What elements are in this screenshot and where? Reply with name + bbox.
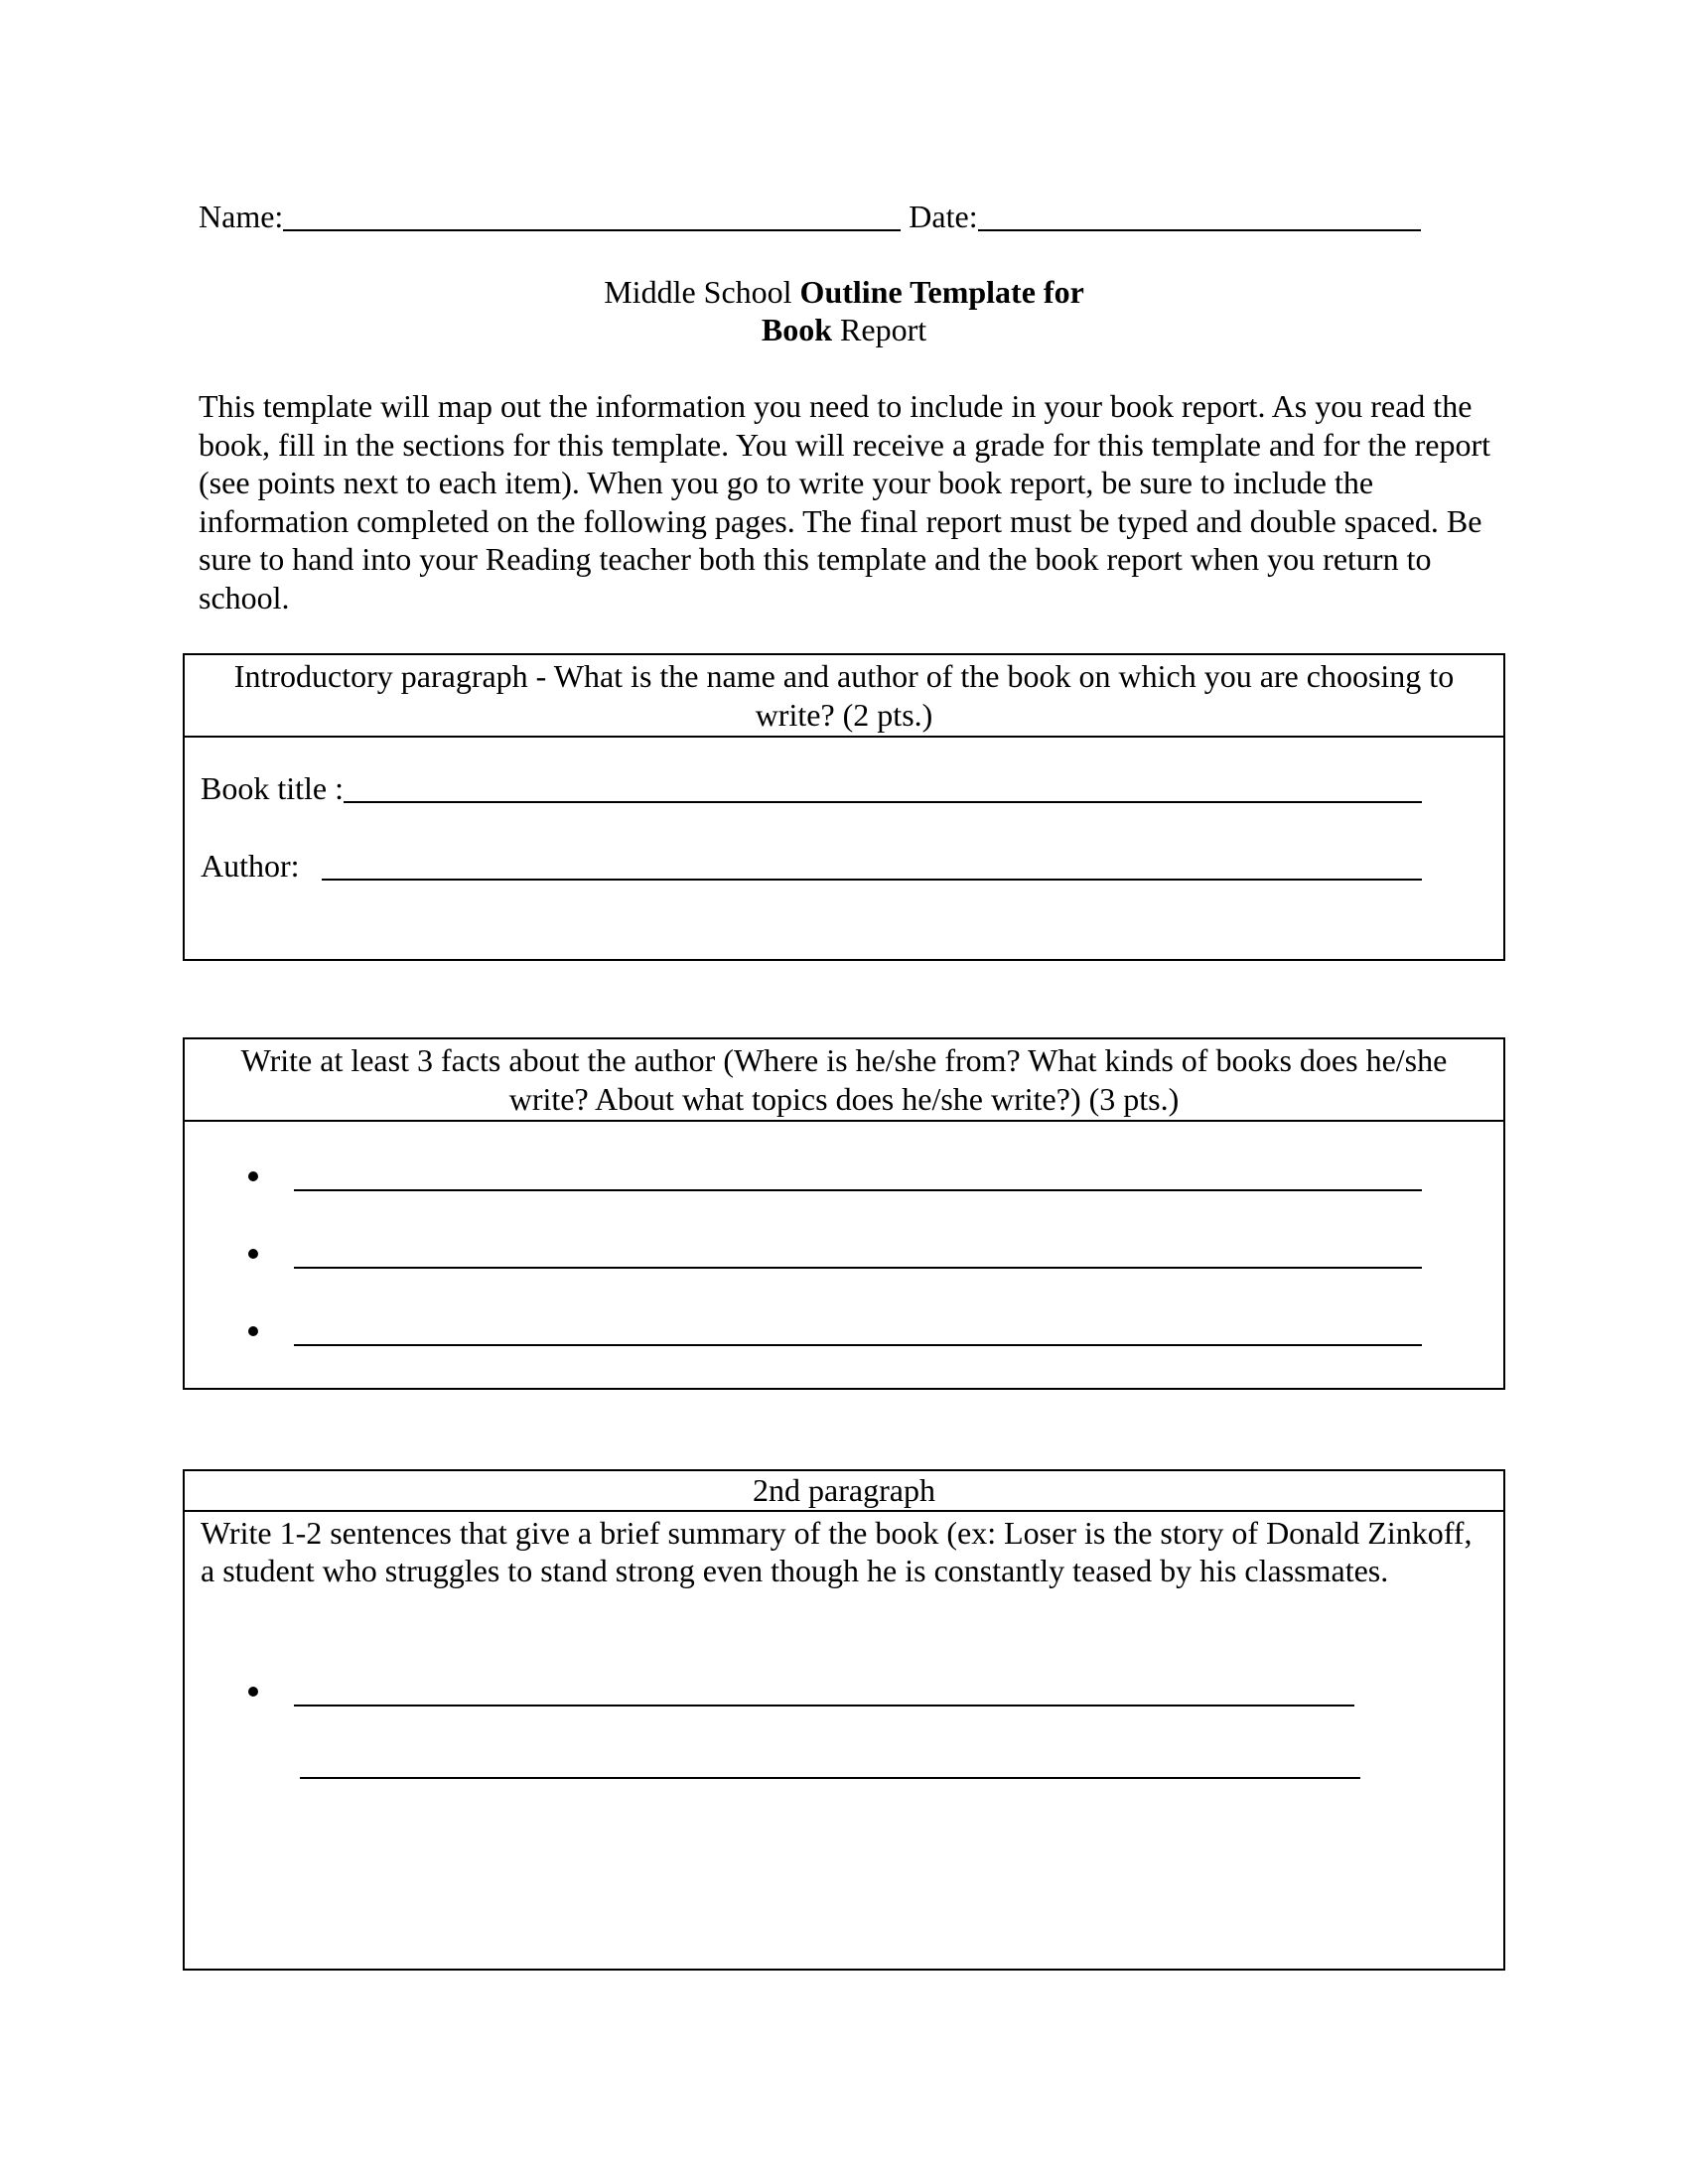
book-title-field[interactable]	[344, 771, 1422, 803]
book-title-row	[201, 768, 1422, 808]
title-line-1: Middle School Outline Template for	[604, 274, 1084, 310]
author-field[interactable]	[322, 849, 1422, 881]
page-title	[0, 273, 1688, 348]
author-fact-item	[248, 1234, 1422, 1274]
author-fact-item	[248, 1311, 1422, 1351]
bullet-icon	[248, 1171, 258, 1181]
author-facts-box	[183, 1037, 1505, 1390]
author-fact-field-3[interactable]	[294, 1314, 1422, 1346]
name-date-line	[199, 197, 1489, 236]
author-facts-heading: Write at least 3 facts about the author (Where is he/she from? What kinds of books does he/she write? About what topics does he/she write?) (3 pts.)	[185, 1039, 1503, 1122]
author-label: Author:	[201, 848, 300, 884]
summary-prompt: Write 1-2 sentences that give a brief summary of the book (ex: Loser is the story of Donald Zinkoff, a student who struggles to stand strong even though he is constantly teased by his classmates.	[201, 1514, 1473, 1588]
second-paragraph-box	[183, 1469, 1505, 1971]
author-fact-item	[248, 1157, 1422, 1196]
name-label: Name:	[199, 199, 284, 234]
author-fact-field-2[interactable]	[294, 1237, 1422, 1269]
title-line-2: Book Report	[761, 312, 927, 347]
date-field[interactable]	[978, 200, 1421, 231]
bullet-icon	[248, 1326, 258, 1336]
author-row	[201, 846, 1422, 886]
intro-section-box	[183, 653, 1505, 961]
summary-item	[248, 1672, 1354, 1711]
bullet-icon	[248, 1249, 258, 1259]
summary-field-2[interactable]	[300, 1777, 1360, 1779]
instructions-paragraph: This template will map out the information you need to include in your book report. As you read the book, fill in the sections for this template. You will receive a grade for this template and for the report (see points next to each item). When you go to write your book report, be sure to include the information completed on the following pages. The final report must be typed and double spaced. Be sure to hand into your Reading teacher both this template and the book report when you return to school.	[199, 388, 1490, 615]
book-title-label: Book title :	[201, 770, 344, 806]
summary-field-1[interactable]	[294, 1675, 1354, 1706]
date-label: Date:	[909, 199, 978, 234]
second-paragraph-heading: 2nd paragraph	[185, 1471, 1503, 1512]
bullet-icon	[248, 1687, 258, 1697]
author-fact-field-1[interactable]	[294, 1160, 1422, 1191]
name-field[interactable]	[283, 200, 901, 231]
intro-section-heading: Introductory paragraph - What is the name and author of the book on which you are choosing to write? (2 pts.)	[185, 655, 1503, 738]
